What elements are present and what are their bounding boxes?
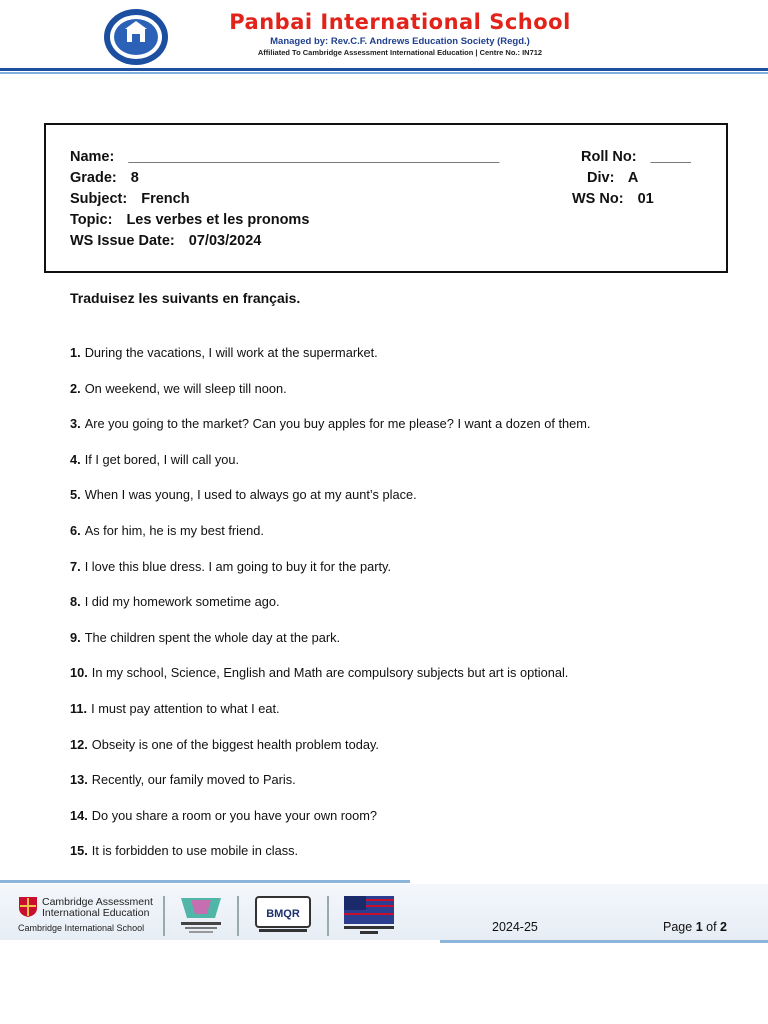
question-item (70, 523, 264, 538)
question-item (70, 737, 379, 752)
page-prefix: Page (663, 920, 693, 934)
date-value: 07/03/2024 (188, 233, 262, 249)
cambridge-logo (18, 896, 158, 936)
question-number: 7. (70, 558, 81, 574)
subject-value: French (141, 191, 190, 207)
qms-accreditation-icon (342, 894, 396, 938)
page-total: 2 (720, 920, 727, 934)
topic-row (70, 212, 309, 228)
question-text: Are you going to the market? Can you buy apples for me please? I want a dozen of them. (84, 416, 591, 432)
name-field[interactable]: ______________________________________________ (128, 149, 500, 165)
student-info-box (44, 123, 728, 273)
question-item (70, 594, 280, 609)
question-item (70, 630, 340, 645)
question-text: In my school, Science, English and Math are compulsory subjects but art is optional. (91, 665, 569, 681)
roll-label: Roll No: (581, 149, 637, 165)
question-item (70, 381, 287, 396)
footer-bottom-rule (440, 940, 768, 943)
cambridge-line2: International Education (42, 907, 150, 919)
grade-row (70, 170, 139, 186)
page-current: 1 (695, 920, 703, 934)
name-row (70, 149, 499, 165)
wsno-value: 01 (637, 191, 654, 207)
question-text: Obseity is one of the biggest health problem today. (91, 736, 379, 752)
question-text: I must pay attention to what I eat. (91, 701, 280, 716)
wsno-row (572, 191, 654, 207)
question-item (70, 487, 417, 502)
question-number: 1. (70, 345, 81, 360)
footer-top-rule (0, 880, 410, 883)
cambridge-line1: Cambridge Assessment (42, 896, 153, 908)
question-text: On weekend, we will sleep till noon. (84, 380, 287, 396)
grade-value: 8 (130, 170, 139, 186)
academic-year: 2024-25 (492, 920, 538, 934)
page-number (663, 920, 727, 934)
question-text: I love this blue dress. I am going to buy it for the party. (84, 558, 392, 574)
question-number: 3. (70, 416, 81, 432)
question-number: 15. (70, 843, 88, 859)
instruction-heading: Traduisez les suivants en français. (70, 290, 301, 306)
international-school-award-icon (177, 894, 225, 938)
managed-by-text: Managed by: Rev.C.F. Andrews Education Society (Regd.) (270, 36, 530, 47)
school-name: Panbai International School (229, 10, 571, 34)
date-row (70, 233, 261, 249)
question-number: 2. (70, 380, 81, 396)
bmqr-certification-icon (255, 896, 311, 936)
div-label: Div: (587, 170, 615, 186)
question-item (70, 452, 239, 467)
name-label: Name: (70, 149, 115, 165)
date-label: WS Issue Date: (70, 233, 175, 249)
question-item (70, 772, 296, 787)
question-item (70, 345, 378, 360)
question-text: I did my homework sometime ago. (84, 594, 280, 610)
cambridge-shield-icon (18, 896, 38, 918)
question-item (70, 808, 377, 823)
footer-divider (237, 896, 239, 936)
question-text: Recently, our family moved to Paris. (91, 772, 296, 788)
question-number: 11. (70, 701, 88, 716)
question-item (70, 843, 298, 858)
div-value: A (627, 170, 639, 186)
question-number: 8. (70, 594, 81, 610)
div-row (587, 170, 638, 186)
bmqr-text: BMQR (266, 908, 300, 920)
question-text: When I was young, I used to always go at my aunt’s place. (84, 487, 417, 503)
header-divider-light (0, 72, 768, 74)
school-header (0, 0, 768, 80)
question-number: 10. (70, 665, 88, 681)
roll-field[interactable]: _____ (650, 149, 691, 165)
cambridge-line3: Cambridge International School (18, 923, 145, 933)
page-of: of (706, 920, 717, 934)
question-text: The children spent the whole day at the park. (84, 629, 341, 645)
question-text: It is forbidden to use mobile in class. (91, 843, 299, 859)
grade-label: Grade: (70, 170, 117, 186)
subject-row (70, 191, 190, 207)
question-text: During the vacations, I will work at the supermarket. (84, 345, 378, 360)
question-item (70, 416, 590, 431)
question-number: 4. (70, 451, 81, 467)
school-crest-icon (103, 8, 169, 66)
footer-divider (327, 896, 329, 936)
question-item (70, 559, 391, 574)
subject-label: Subject: (70, 191, 128, 207)
question-text: If I get bored, I will call you. (84, 451, 240, 467)
topic-value: Les verbes et les pronoms (126, 212, 310, 228)
question-text: As for him, he is my best friend. (84, 523, 264, 538)
question-text: Do you share a room or you have your own room? (91, 807, 378, 823)
wsno-label: WS No: (572, 191, 624, 207)
question-number: 5. (70, 487, 81, 503)
question-number: 12. (70, 736, 88, 752)
question-number: 13. (70, 772, 88, 788)
topic-label: Topic: (70, 212, 113, 228)
footer-divider (163, 896, 165, 936)
question-number: 6. (70, 523, 81, 538)
question-item (70, 665, 568, 680)
question-number: 14. (70, 807, 88, 823)
header-divider (0, 68, 768, 71)
roll-row (581, 149, 691, 165)
affiliation-text: Affiliated To Cambridge Assessment International Education | Centre No.: IN712 (257, 48, 543, 57)
page-footer (0, 880, 768, 950)
question-number: 9. (70, 629, 81, 645)
question-item (70, 701, 280, 716)
